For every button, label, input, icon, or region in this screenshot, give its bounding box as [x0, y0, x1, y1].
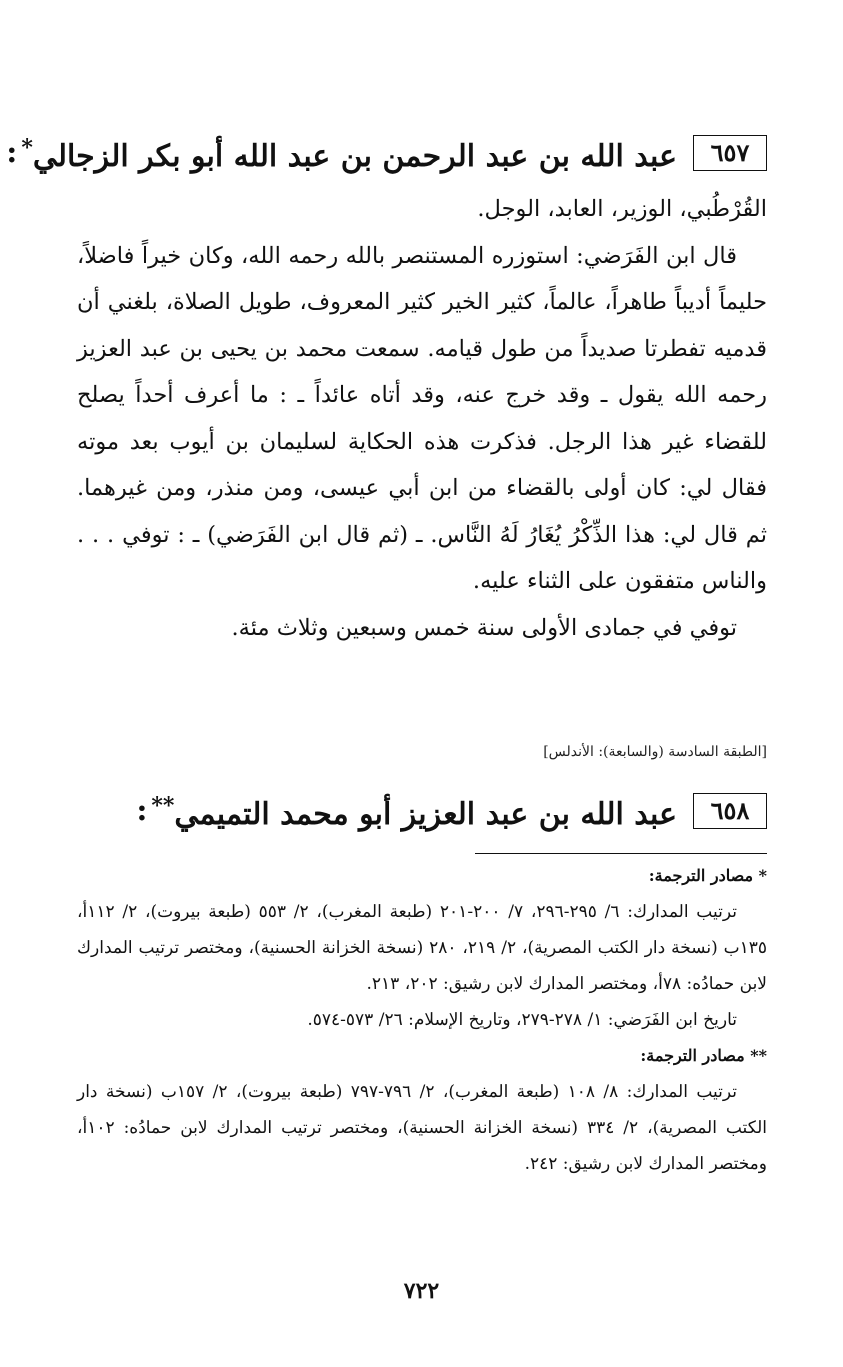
footnote-text: ترتيب المدارك: ٨/ ١٠٨ (طبعة المغرب)، ٢/ ٧٩٦-٧٩٧ (طبعة بيروت)، ٢/ ١٥٧ب (نسخة دار الكتب المصرية)، ٢/ ٣٣٤ (نسخة الخزانة الحسنية)، ومختصر ترتيب المدارك لابن حمادُه: ١٠٢أ، ومختصر المدارك لابن رشيق: ٢٤٢.	[77, 1082, 767, 1174]
page-number: ٧٢٢	[403, 1278, 440, 1304]
heading-colon: :	[136, 793, 148, 828]
section-running-note: [الطبقة السادسة (والسابعة): الأندلس]	[543, 744, 767, 760]
heading-colon: :	[6, 135, 18, 170]
footnote-label: ** مصادر الترجمة:	[640, 1046, 767, 1065]
entry-number-box: ٦٥٨	[693, 793, 767, 829]
entry-paragraph: القُرْطُبي، الوزير، العابد، الوجل.	[477, 196, 767, 222]
entry-title-text: عبد الله بن عبد العزيز أبو محمد التميمي	[174, 797, 677, 832]
entry-heading-657	[6, 128, 767, 177]
footnote-label: * مصادر الترجمة:	[648, 866, 767, 885]
footnote-marker: **	[151, 793, 175, 819]
entry-paragraph: قال ابن الفَرَضي: استوزره المستنصر بالله رحمه الله، وكان خيراً فاضلاً، حليماً أديباً طاهراً، عالماً، كثير الخير كثير المعروف، طويل الصلاة، بلغني أن قدميه تفطرتا صديداً من طول قيامه. سمعت محمد بن يحيى بن عبد العزيز رحمه الله يقول ـ وقد خرج عنه، وقد أتاه عائداً ـ : ما أعرف أحداً يصلح للقضاء غير هذا الرجل. فذكرت هذه الحكاية لسليمان بن أيوب بعد موته فقال لي: كان أولى بالقضاء من ابن أبي عيسى، ومن منذر، ومن غيرهما. ثم قال لي: هذا الذِّكْرُ يُغَارُ لَهُ النَّاس. ـ (ثم قال ابن الفَرَضي) ـ : توفي . . . والناس متفقون على الثناء عليه.	[77, 242, 767, 594]
entry-paragraph: توفي في جمادى الأولى سنة خمس وسبعين وثلاث مئة.	[231, 614, 737, 641]
footnote-text: تاريخ ابن الفَرَضي: ١/ ٢٧٨-٢٧٩، وتاريخ الإسلام: ٢٦/ ٥٧٣-٥٧٤.	[307, 1010, 737, 1030]
footnote-marker: *	[21, 135, 33, 161]
footnote-text: ترتيب المدارك: ٦/ ٢٩٥-٢٩٦، ٧/ ٢٠٠-٢٠١ (طبعة المغرب)، ٢/ ٥٥٣ (طبعة بيروت)، ٢/ ١١٢أ، ١٣٥ب (نسخة دار الكتب المصرية)، ٢/ ٢١٩، ٢٨٠ (نسخة الخزانة الحسنية)، ومختصر ترتيب المدارك لابن حمادُه: ٧٨أ، ومختصر المدارك لابن رشيق: ٢٠٢، ٢١٣.	[77, 902, 768, 994]
entry-heading-658	[136, 786, 767, 835]
entry-title-text: عبد الله بن عبد الرحمن بن عبد الله أبو بكر الزجالي	[32, 139, 677, 174]
entry-number-box: ٦٥٧	[693, 135, 767, 171]
entry-title	[151, 786, 677, 835]
footnote-separator	[475, 853, 767, 854]
entry-body-657	[77, 186, 767, 651]
entry-title	[21, 128, 677, 177]
footnotes	[77, 858, 767, 1182]
